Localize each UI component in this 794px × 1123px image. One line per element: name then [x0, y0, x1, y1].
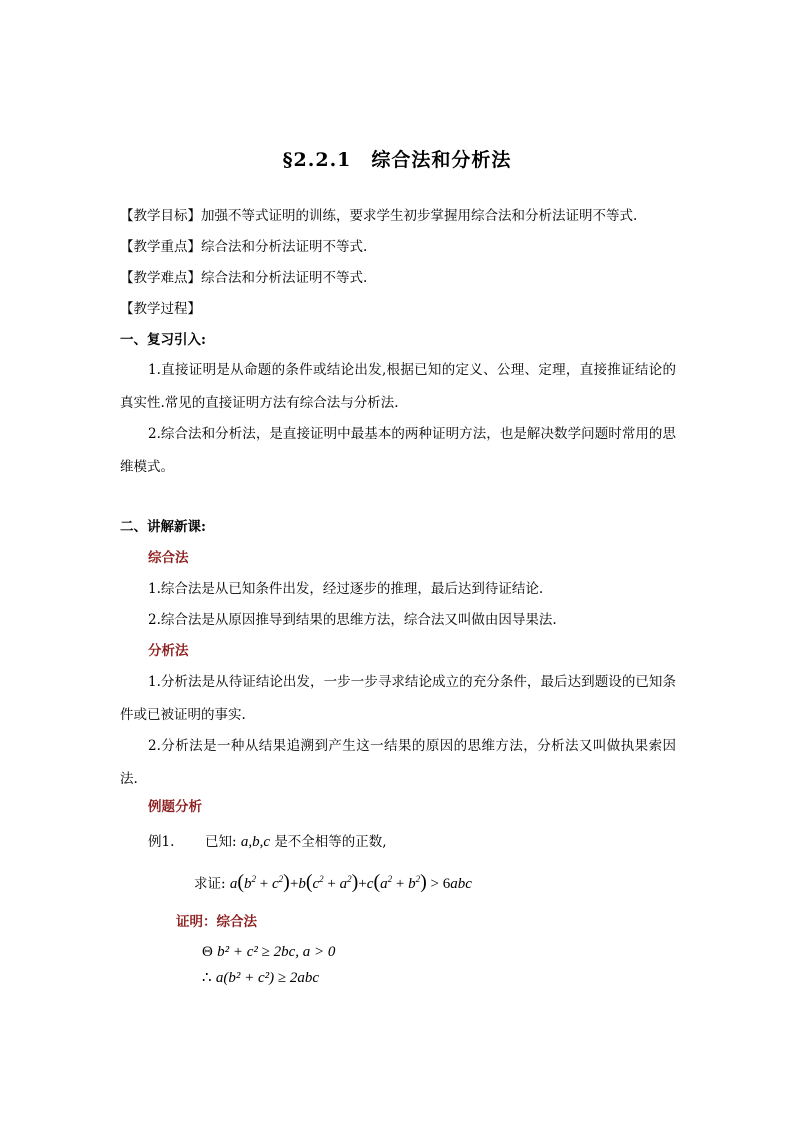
- objective-text: 加强不等式证明的训练，要求学生初步掌握用综合法和分析法证明不等式.: [201, 208, 638, 224]
- example1-inequality: $a(b^2 + c^2)+b(c^2 + a^2)+c(a^2 + b^2) > 6abc$: [229, 871, 472, 893]
- page-title: §2.2.1 综合法和分析法: [282, 149, 512, 171]
- objective-line: [120, 206, 680, 226]
- example1-prove-prefix: 求证:: [194, 876, 226, 892]
- synthesis-point-1: 1.综合法是从已知条件出发，经过逐步的推理，最后达到待证结论.: [148, 581, 544, 597]
- difficulty-line: [120, 268, 680, 288]
- objective-label: 【教学目标】: [120, 208, 201, 224]
- section1-heading: 一、复习引入:: [120, 332, 206, 348]
- example1-label: 例1.: [148, 834, 175, 850]
- proof-label: 证明：综合法: [176, 914, 257, 930]
- analysis-point-2: 2.分析法是一种从结果追溯到产生这一结果的原因的思维方法，分析法又叫做执果索因法.: [120, 738, 676, 787]
- example1-given: [148, 832, 708, 852]
- synthesis-title: 综合法: [148, 550, 189, 566]
- section1-paragraph-1: 1.直接证明是从命题的条件或结论出发,根据已知的定义、公理、定理，直接推证结论的真实性.常见的直接证明方法有综合法与分析法.: [120, 362, 676, 411]
- analysis-point-1: 1.分析法是从待证结论出发，一步一步寻求结论成立的充分条件，最后达到题设的已知条件或已被证明的事实.: [120, 674, 676, 723]
- example1-given-suffix: 是不全相等的正数,: [274, 834, 387, 850]
- example1-prove: [194, 872, 754, 894]
- difficulty-label: 【教学难点】: [120, 270, 201, 286]
- keypoint-text: 综合法和分析法证明不等式.: [201, 239, 368, 255]
- because-symbol: Θ: [202, 944, 213, 960]
- proof-step-1-text: b² + c² ≥ 2bc, a > 0: [217, 944, 336, 960]
- analysis-title: 分析法: [148, 643, 189, 659]
- synthesis-point-2: 2.综合法是从原因推导到结果的思维方法，综合法又叫做由因导果法.: [148, 612, 557, 628]
- section2-heading: 二、讲解新课:: [120, 519, 206, 535]
- proof-step-1: [202, 942, 762, 962]
- example-title: 例题分析: [148, 799, 202, 815]
- section1-paragraph-2: 2.综合法和分析法，是直接证明中最基本的两种证明方法，也是解决数学问题时常用的思维模式。: [120, 426, 676, 475]
- process-label: 【教学过程】: [120, 301, 201, 317]
- proof-step-2-text: a(b² + c²) ≥ 2abc: [215, 970, 319, 986]
- therefore-symbol: ∴: [202, 970, 212, 986]
- keypoint-line: [120, 237, 680, 257]
- keypoint-label: 【教学重点】: [120, 239, 201, 255]
- proof-step-2: [202, 968, 762, 988]
- difficulty-text: 综合法和分析法证明不等式.: [201, 270, 368, 286]
- example1-given-prefix: 已知:: [204, 834, 237, 850]
- example1-given-vars: a,b,c: [240, 834, 271, 850]
